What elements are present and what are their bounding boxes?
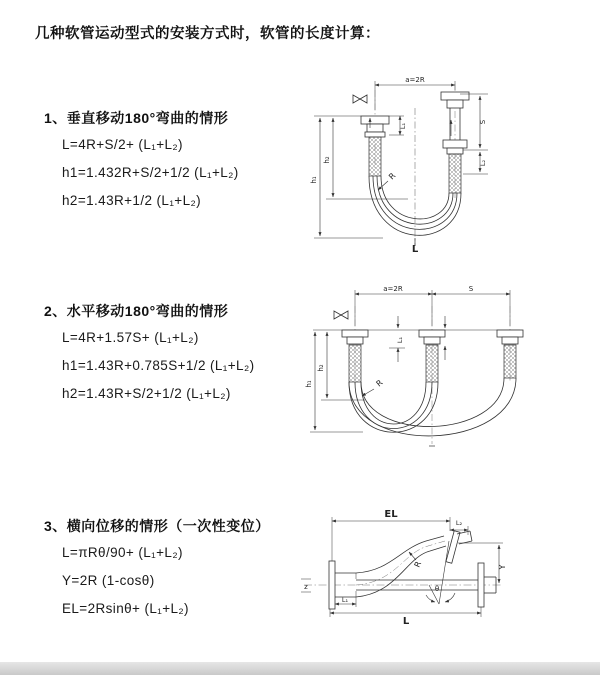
- dim-label-y: Y: [498, 564, 507, 570]
- hose-curve: [349, 382, 438, 432]
- section-3-formula-y: Y=2R (1-cosθ): [62, 573, 155, 588]
- dim-label-a2r: a=2R: [405, 76, 425, 84]
- dim-label-radius: R: [387, 171, 398, 182]
- pipe-fitting: [419, 330, 445, 382]
- dim-label-h2: h₂: [317, 364, 325, 372]
- section-1-formula-h2: h2=1.43R+1/2 (L₁+L₂): [62, 193, 202, 208]
- valve-icon: [353, 95, 367, 103]
- braided-hose-section: [369, 137, 381, 176]
- flange: [478, 563, 484, 607]
- dim-label-length: L: [402, 616, 410, 627]
- section-3-formula-el: EL=2Rsinθ+ (L₁+L₂): [62, 601, 189, 616]
- pipe-fitting: [342, 330, 368, 382]
- diagram-lateral-displacement: [298, 505, 600, 667]
- flange: [329, 561, 335, 609]
- axis-mark-label: z: [304, 583, 308, 591]
- dim-label-s: S: [468, 285, 474, 293]
- dim-label-length: L: [411, 244, 419, 255]
- flange: [443, 140, 467, 148]
- dim-label-l2: L₂: [455, 519, 463, 527]
- braided-hose-section: [449, 154, 461, 193]
- pipe-fitting: [497, 330, 523, 378]
- section-3-formula-l: L=πRθ/90+ (L₁+L₂): [62, 545, 183, 560]
- flange: [441, 92, 469, 100]
- section-2-formula-h1: h1=1.43R+0.785S+1/2 (L₁+L₂): [62, 358, 255, 373]
- angle-line: [439, 541, 449, 604]
- section-3-heading: 3、横向位移的情形（一次性变位）: [44, 518, 270, 534]
- dim-label-el: EL: [384, 509, 398, 520]
- page-title: 几种软管运动型式的安装方式时，软管的长度计算：: [35, 26, 380, 42]
- dim-label-l1: L₁: [399, 122, 407, 130]
- page-bottom-edge: [0, 662, 600, 675]
- dim-label-theta: θ: [434, 585, 440, 593]
- dim-label-radius: R: [412, 560, 424, 569]
- dim-label-h1: h₁: [305, 380, 313, 388]
- hose-curve: [356, 536, 444, 573]
- section-1-heading: 1、垂直移动180°弯曲的情形: [44, 110, 229, 126]
- section-2-formula-l: L=4R+1.57S+ (L₁+L₂): [62, 330, 199, 345]
- dim-label-l2: L₂: [479, 159, 487, 167]
- diagram-horizontal-180-bend: [305, 282, 595, 460]
- dim-label-a2r: a=2R: [383, 285, 403, 293]
- dim-label-radius: R: [374, 378, 385, 389]
- flange: [361, 116, 389, 124]
- valve-icon: [334, 311, 348, 319]
- diagram-vertical-180-bend: [308, 68, 595, 260]
- dim-label-l1: L₁: [396, 336, 404, 344]
- section-1-formula-h1: h1=1.432R+S/2+1/2 (L₁+L₂): [62, 165, 239, 180]
- section-2-formula-h2: h2=1.43R+S/2+1/2 (L₁+L₂): [62, 386, 231, 401]
- dim-label-h2: h₂: [323, 156, 331, 164]
- section-2-heading: 2、水平移动180°弯曲的情形: [44, 303, 229, 319]
- dim-label-h1: h₁: [310, 176, 318, 184]
- section-1-formula-l: L=4R+S/2+ (L₁+L₂): [62, 137, 183, 152]
- dim-label-l1: L₁: [341, 596, 349, 604]
- dim-label-s: S: [479, 119, 487, 125]
